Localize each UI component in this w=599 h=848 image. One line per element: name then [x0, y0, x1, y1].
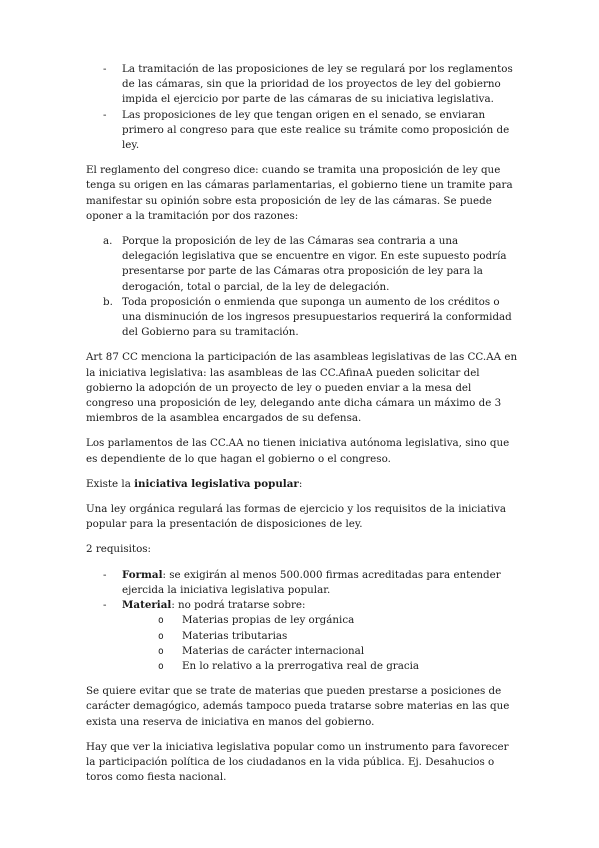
paragraph-parlamentos: Los parlamentos de las CC.AA no tienen iniciativa autónoma legislativa, sino que es dependiente de lo que hagan el gobierno o el congreso.: [86, 437, 510, 465]
paragraph-reglamento: El reglamento del congreso dice: cuando se tramita una proposición de ley que tenga su origen en las cámaras parlamentarias, el gobierno tiene un tramite para manifestar su opinión sobre esta proposición de ley de las cámaras. Se puede oponer a la tramitación por dos razones:: [86, 164, 513, 222]
sublist-item: o Materias propias de ley orgánica: [158, 613, 518, 628]
reasons-list: [86, 234, 518, 340]
list-item-formal: [86, 568, 518, 598]
list-marker: a.: [103, 235, 113, 248]
list-marker: b.: [103, 295, 113, 308]
sublist-item: o Materias tributarias: [158, 629, 518, 644]
bold-term: Material: [122, 599, 172, 612]
requisitos-label: 2 requisitos:: [86, 543, 152, 556]
list-item: - Las proposiciones de ley que tengan origen en el senado, se enviaran primero al congreso para que este realice su trámite como proposición de ley.: [86, 108, 518, 154]
text-suffix: :: [298, 477, 303, 490]
text-prefix: Existe la: [86, 477, 135, 490]
list-item-text: : se exigirán al menos 500.000 firmas acreditadas para entender ejercida la iniciativa legislativa popular.: [122, 568, 501, 596]
list-item-material: [86, 598, 518, 674]
paragraph-demagogico: Se quiere evitar que se trate de materias que pueden prestarse a posiciones de carácter demagógico, además tampoco pueda tratarse sobre materias en las que exista una reserva de iniciativa en manos del gobierno.: [86, 685, 510, 728]
sublist-item: o Materias de carácter internacional: [158, 644, 518, 659]
requisitos-list: [86, 568, 518, 674]
paragraph-popular: Hay que ver la iniciativa legislativa popular como un instrumento para favorecer la participación política de los ciudadanos en la vida pública. Ej. Desahucios o toros como fiesta nacional.: [86, 740, 509, 784]
paragraph-art87: Art 87 CC menciona la participación de las asambleas legislativas de las CC.AA en la iniciativa legislativa: las asambleas de las CC.AfinaA pueden solicitar del gobierno la adopción de un proyecto de ley o pueden enviar a la mesa del congreso una proposición de ley, delegando ante dicha cámara un máximo de 3 miembros de la asamblea encargados de su defensa.: [86, 351, 518, 425]
bold-term: iniciativa legislativa popular: [134, 477, 299, 490]
paragraph-ley-organica: Una ley orgánica regulará las formas de ejercicio y los requisitos de la iniciativa popular para la presentación de disposiciones de ley.: [86, 503, 507, 531]
material-sublist: [122, 613, 518, 674]
list-item: - La tramitación de las proposiciones de ley se regulará por los reglamentos de las cámaras, sin que la prioridad de los proyectos de ley del gobierno impida el ejercicio por parte de las cámaras de su iniciativa legislativa.: [86, 62, 518, 108]
paragraph-existe: [86, 477, 518, 492]
document-body: [86, 62, 518, 795]
sublist-item: o En lo relativo a la prerrogativa real de gracia: [158, 659, 518, 674]
list-item-text: Porque la proposición de ley de las Cámaras sea contraria a una delegación legislativa que se encuentre en vigor. En este supuesto podría presentarse por parte de las Cámaras otra proposición de ley para la derogación, total o parcial, de la ley de delegación.: [122, 235, 507, 293]
list-item-text: : no podrá tratarse sobre:: [171, 599, 306, 612]
bold-term: Formal: [122, 568, 163, 581]
top-dash-list: [86, 62, 518, 153]
list-item: [86, 295, 518, 341]
list-item: [86, 234, 518, 295]
list-item-text: Toda proposición o enmienda que suponga un aumento de los créditos o una disminución de los ingresos presupuestarios requerirá la conformidad del Gobierno para su tramitación.: [122, 295, 512, 339]
